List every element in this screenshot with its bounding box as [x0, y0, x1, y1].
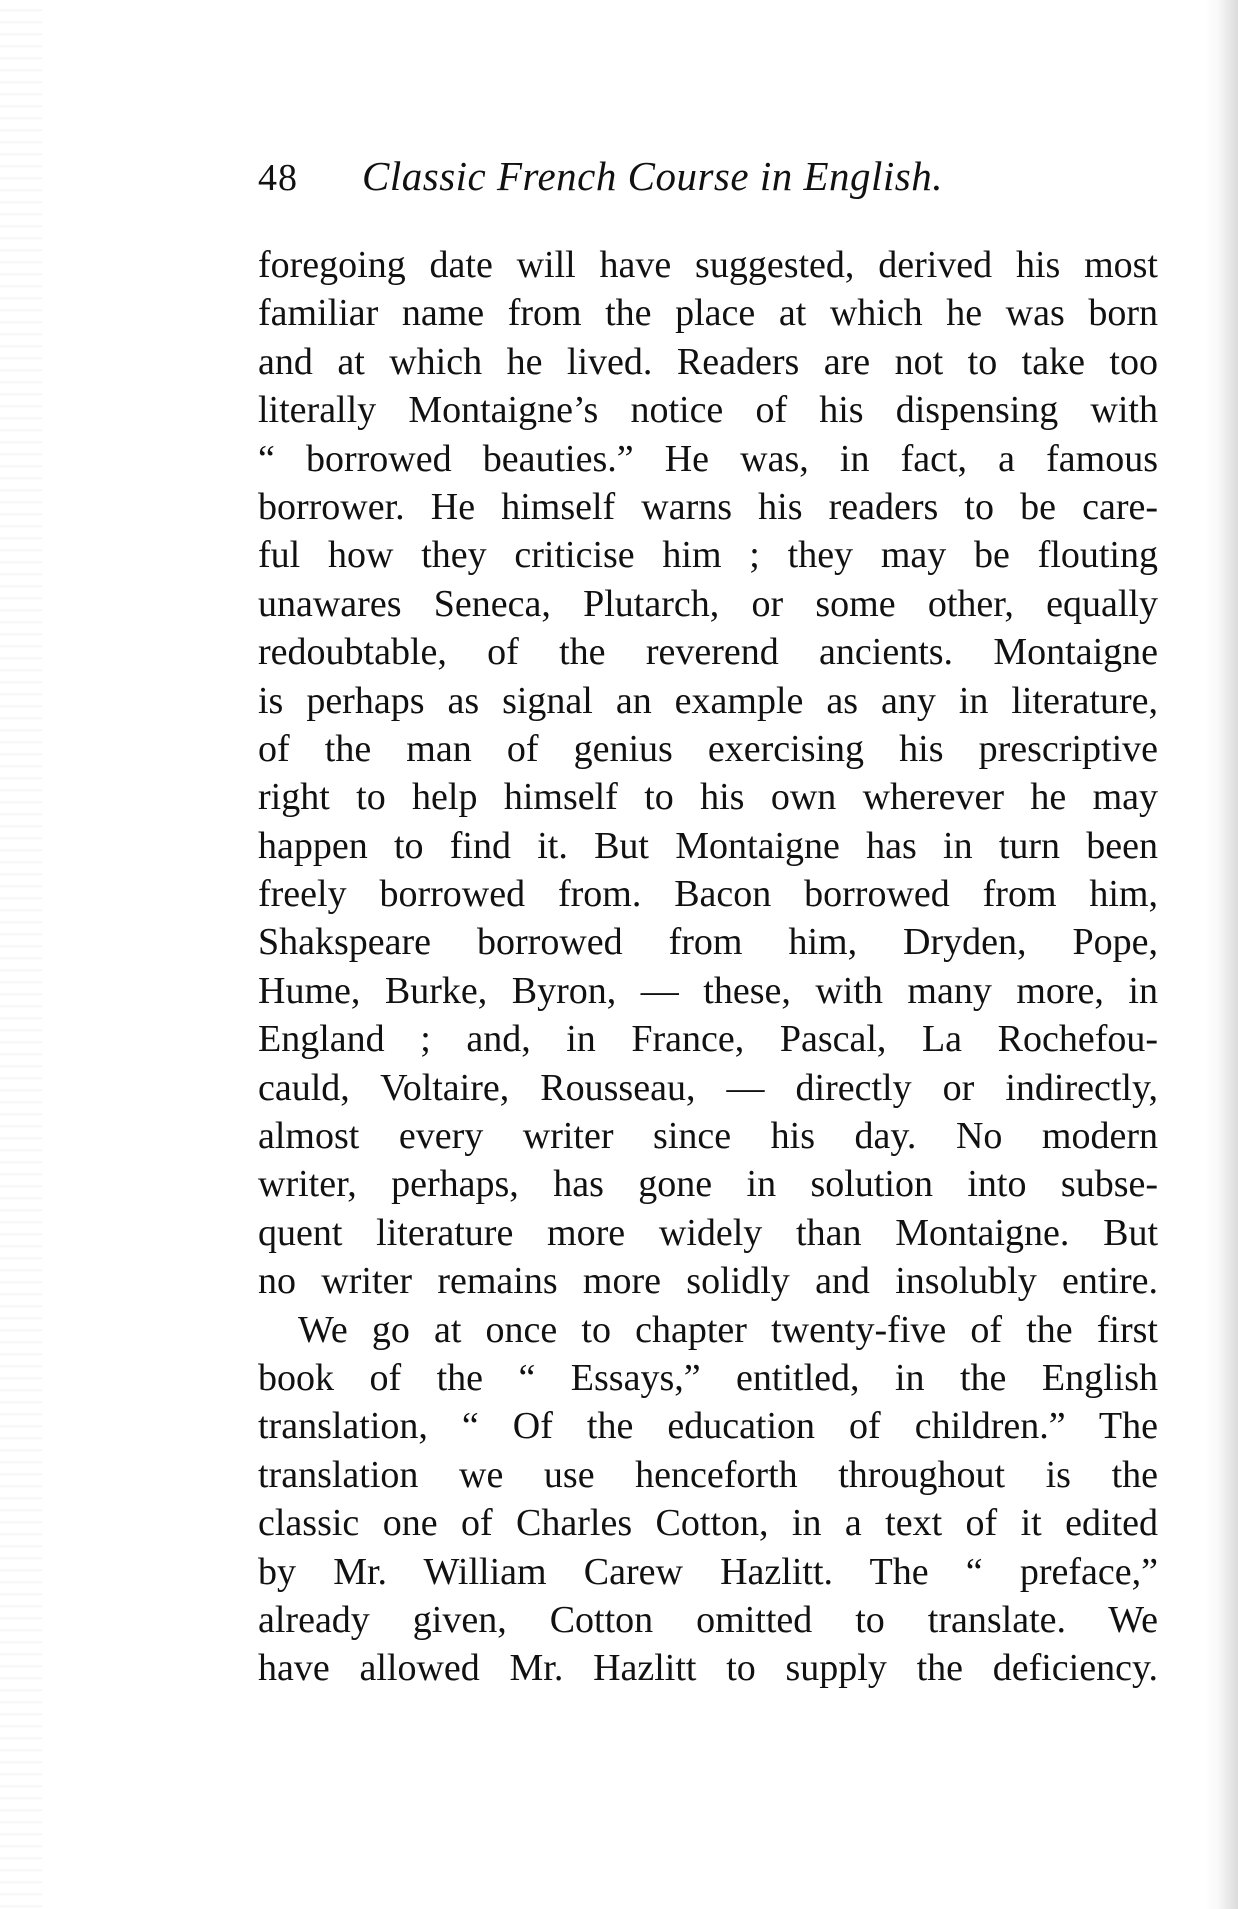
text-line: book of the “ Essays,” entitled, in the English	[258, 1356, 1158, 1399]
text-line: already given, Cotton omitted to translate. We	[258, 1598, 1158, 1641]
text-line: “ borrowed beauties.” He was, in fact, a famous	[258, 437, 1158, 480]
text-line: and at which he lived. Readers are not to take too	[258, 340, 1158, 383]
text-line: foregoing date will have suggested, derived his most	[258, 244, 1158, 286]
text-line: by Mr. William Carew Hazlitt. The “ preface,”	[258, 1550, 1158, 1593]
running-title: Classic French Course in English.	[362, 153, 943, 199]
text-line: Shakspeare borrowed from him, Dryden, Pope,	[258, 921, 1158, 964]
text-line: ful how they criticise him ; they may be flouting	[258, 534, 1158, 577]
text-line: quent literature more widely than Montaigne. But	[258, 1211, 1158, 1254]
text-line: freely borrowed from. Bacon borrowed from him,	[258, 873, 1158, 916]
page-gutter-shadow	[0, 0, 42, 1909]
page-number: 48	[258, 157, 298, 199]
text-line: have allowed Mr. Hazlitt to supply the deficiency.	[258, 1647, 1158, 1690]
text-line: writer, perhaps, has gone in solution into subse-	[258, 1163, 1158, 1206]
running-header	[258, 152, 1038, 208]
text-line: almost every writer since his day. No modern	[258, 1115, 1158, 1158]
text-line: is perhaps as signal an example as any in literature,	[258, 679, 1158, 722]
text-line: familiar name from the place at which he was born	[258, 292, 1158, 335]
text-line: literally Montaigne’s notice of his dispensing with	[258, 389, 1158, 432]
text-line: redoubtable, of the reverend ancients. Montaigne	[258, 631, 1158, 674]
text-line: unawares Seneca, Plutarch, or some other, equally	[258, 582, 1158, 625]
text-line: classic one of Charles Cotton, in a text of it edited	[258, 1502, 1158, 1545]
text-line: translation we use henceforth throughout is the	[258, 1453, 1158, 1496]
text-line: Hume, Burke, Byron, — these, with many more, in	[258, 969, 1158, 1012]
text-line: happen to find it. But Montaigne has in turn been	[258, 824, 1158, 867]
body-text	[258, 241, 1158, 1693]
text-line: cauld, Voltaire, Rousseau, — directly or indirectly,	[258, 1066, 1158, 1109]
text-line: translation, “ Of the education of children.” The	[258, 1405, 1158, 1448]
text-line: of the man of genius exercising his prescriptive	[258, 727, 1158, 770]
text-line: no writer remains more solidly and insolubly entire.	[258, 1260, 1158, 1303]
text-line: borrower. He himself warns his readers to be care-	[258, 485, 1158, 528]
text-line: We go at once to chapter twenty-five of the first	[298, 1308, 1158, 1351]
page-edge-shadow	[1204, 0, 1238, 1909]
text-line: England ; and, in France, Pascal, La Rochefou-	[258, 1018, 1158, 1061]
text-line: right to help himself to his own wherever he may	[258, 776, 1158, 819]
